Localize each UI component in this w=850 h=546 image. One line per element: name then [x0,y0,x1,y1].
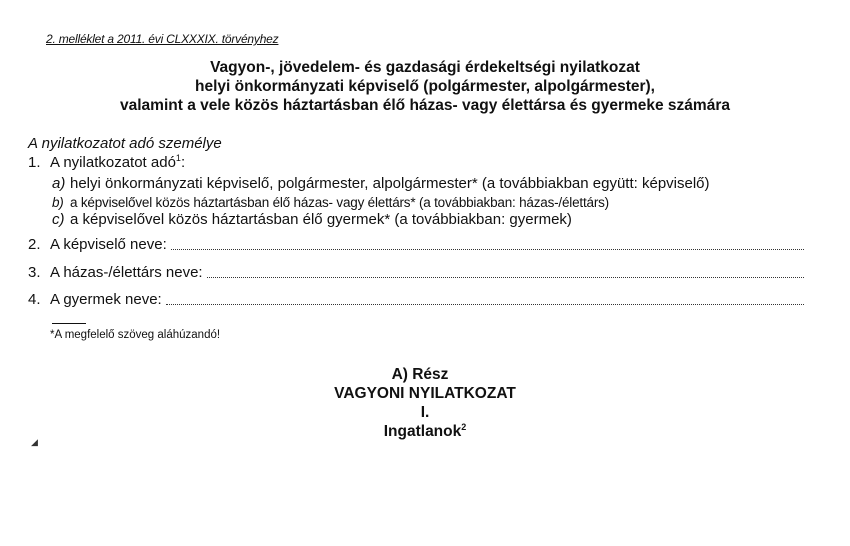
part-a-heading [0,365,850,441]
option-c [52,211,572,229]
document-title [0,58,850,115]
part-roman-numeral: I. [420,404,430,421]
field-representative-name [28,236,804,254]
field-child-name [28,291,804,309]
part-title: VAGYONI NYILATKOZAT [334,385,516,402]
field-spouse-name [28,264,804,282]
footnote-ref-1: 1 [175,153,181,163]
field-2-number: 2. [28,236,41,253]
title-line-3: valamint a vele közös háztartásban élő házas- vagy élettársa és gyermeke számára [120,97,730,114]
option-a-text: helyi önkormányzati képviselő, polgármester, alpolgármester* (a továbbiakban együtt: képviselő) [70,175,710,192]
item-1-suffix: : [180,154,186,171]
annex-reference: 2. melléklet a 2011. évi CLXXXIX. törvényhez [46,32,279,46]
part-subtitle [0,422,850,441]
field-3-label: A házas-/élettárs neve: [50,264,203,281]
option-c-letter: c) [52,211,65,228]
part-label: A) Rész [391,366,449,383]
name-fill-line[interactable] [171,248,804,250]
name-fill-line[interactable] [166,303,804,305]
field-4-label: A gyermek neve: [50,291,162,308]
item-1-text: A nyilatkozatot adó [50,154,176,171]
option-b-text: a képviselővel közös háztartásban élő házas- vagy élettárs* (a továbbiakban: házas-/élettárs) [70,195,609,210]
footnote-ref-2: 2 [461,421,467,432]
title-line-2: helyi önkormányzati képviselő (polgármester, alpolgármester), [195,78,655,95]
item-1 [28,154,185,172]
option-c-text: a képviselővel közös háztartásban élő gyermek* (a továbbiakban: gyermek) [70,211,572,228]
field-4-number: 4. [28,291,41,308]
option-b-letter: b) [52,195,64,210]
option-a [52,175,710,193]
option-a-letter: a) [52,175,66,192]
part-subtitle-text: Ingatlanok [383,423,462,440]
option-b [52,194,609,212]
section-label: A nyilatkozatot adó személye [28,135,222,152]
field-3-number: 3. [28,264,41,281]
scan-mark: ◢ [31,437,38,447]
footnote-divider [52,323,86,324]
item-1-number: 1. [28,154,41,171]
title-line-1: Vagyon-, jövedelem- és gazdasági érdekeltségi nyilatkozat [210,59,640,76]
footnote: *A megfelelő szöveg aláhúzandó! [50,329,221,341]
field-2-label: A képviselő neve: [50,236,167,253]
name-fill-line[interactable] [207,276,804,278]
